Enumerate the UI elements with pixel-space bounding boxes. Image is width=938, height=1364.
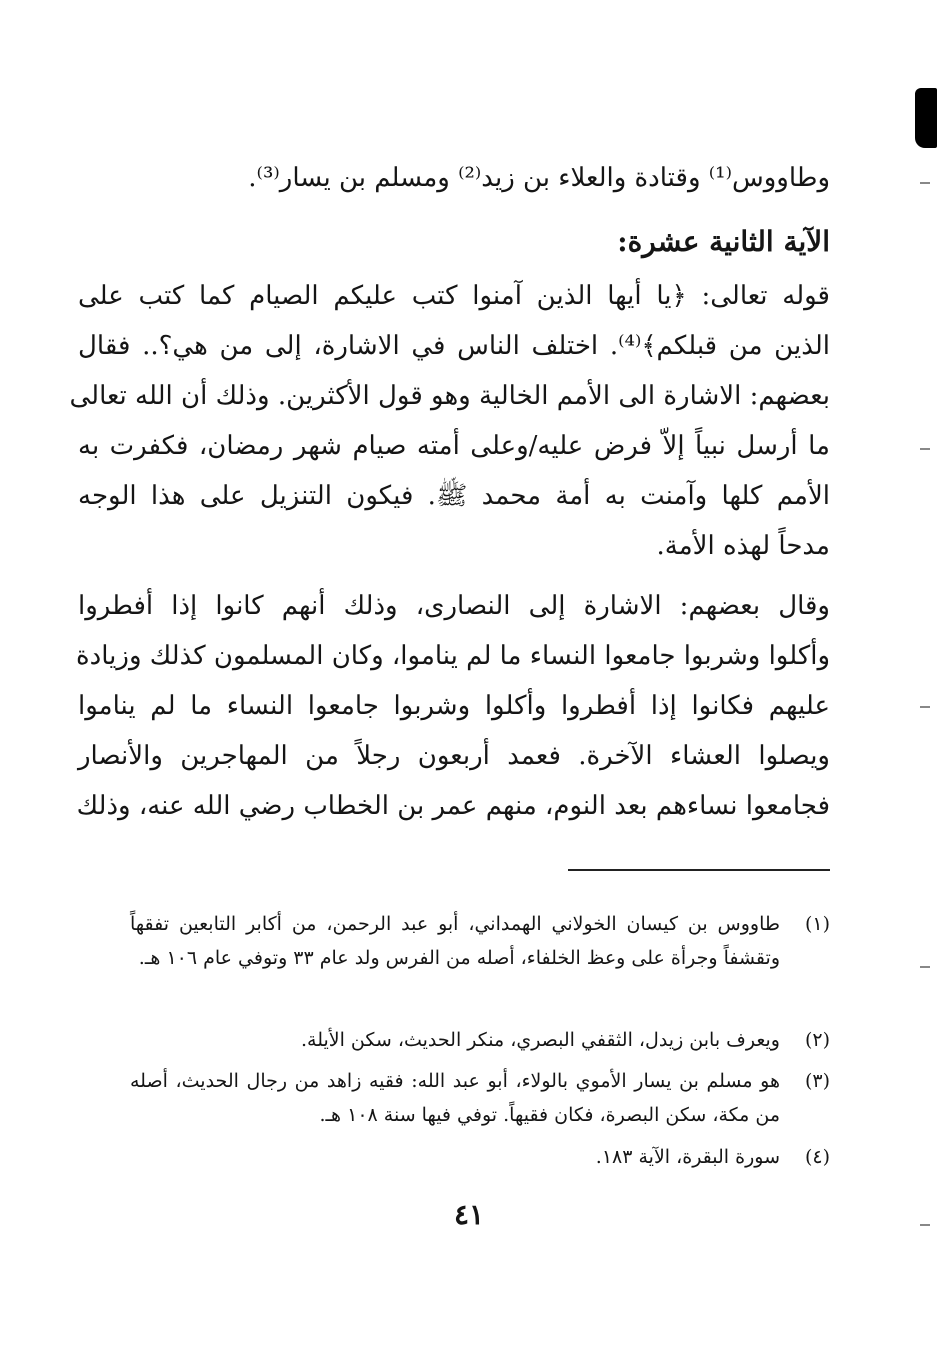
- section-heading: الآية الثانية عشرة:: [617, 225, 830, 258]
- margin-tick: [920, 182, 930, 184]
- body-line: مدحاً لهذه الأمة.: [656, 531, 830, 561]
- footnote-number: (٢): [804, 1029, 830, 1051]
- page-number: ٤١: [453, 1198, 485, 1231]
- body-line: وطاووس⁽¹⁾ وقتادة والعلاء بن زيد⁽²⁾ ومسلم بن يسار⁽³⁾.: [248, 163, 830, 193]
- body-line: عليهم فكانوا إذا أفطروا وأكلوا وشربوا جامعوا النساء ما لم يناموا: [78, 691, 830, 721]
- footnote: [130, 907, 830, 975]
- footnote-text: سورة البقرة، الآية ١٨٣.: [595, 1146, 780, 1168]
- footnote-separator: [568, 869, 830, 871]
- body-line: وقال بعضهم: الاشارة إلى النصارى، وذلك أنهم كانوا إذا أفطروا: [78, 591, 830, 621]
- footnote-number: (٤): [804, 1146, 830, 1168]
- footnote: [130, 1064, 830, 1132]
- body-line: الأمم كلها وآمنت به أمة محمد ﷺ. فيكون التنزيل على هذا الوجه: [78, 481, 830, 511]
- scan-edge-mark: [915, 88, 937, 148]
- body-line: ما أرسل نبياً إلاّ فرض عليه/وعلى أمته صيام شهر رمضان، فكفرت به: [78, 431, 830, 461]
- body-line: قوله تعالى: ﴿يا أيها الذين آمنوا كتب عليكم الصيام كما كتب على: [78, 281, 830, 311]
- footnote: [130, 1023, 830, 1057]
- footnote-text: طاووس بن كيسان الخولاني الهمداني، أبو عبد الرحمن، من أكابر التابعين تفقهاً وتقشفاً وجرأة على وعظ الخلفاء، أصله من الفرس ولد عام ٣٣ وتوفي عام ١٠٦ هـ.: [130, 913, 780, 969]
- footnote: [130, 1140, 830, 1174]
- margin-tick: [920, 966, 930, 968]
- footnote-text: ويعرف بابن زيدل، الثقفي البصري، منكر الحديث، سكن الأيلة.: [300, 1029, 780, 1051]
- footnote-text: هو مسلم بن يسار الأموي بالولاء، أبو عبد الله: فقيه زاهد من رجال الحديث، أصله من مكة، سكن البصرة، فكان فقيهاً. توفي فيها سنة ١٠٨ هـ.: [130, 1070, 780, 1126]
- body-line: فجامعوا نساءهم بعد النوم، منهم عمر بن الخطاب رضي الله عنه، وذلك: [76, 791, 830, 821]
- body-line: ويصلوا العشاء الآخرة. فعمد أربعون رجلاً من المهاجرين والأنصار: [78, 741, 830, 771]
- footnote-number: (٣): [804, 1070, 830, 1092]
- margin-tick: [920, 448, 930, 450]
- margin-tick: [920, 706, 930, 708]
- footnote-number: (١): [804, 913, 830, 935]
- body-line: الذين من قبلكم﴾⁽⁴⁾. اختلف الناس في الاشارة، إلى من هي؟.. فقال: [78, 331, 831, 361]
- body-line: بعضهم: الاشارة الى الأمم الخالية وهو قول الأكثرين. وذلك أن الله تعالى: [69, 381, 830, 411]
- body-line: وأكلوا وشربوا جامعوا النساء ما لم يناموا، وكان المسلمون كذلك وزيادة: [76, 641, 830, 671]
